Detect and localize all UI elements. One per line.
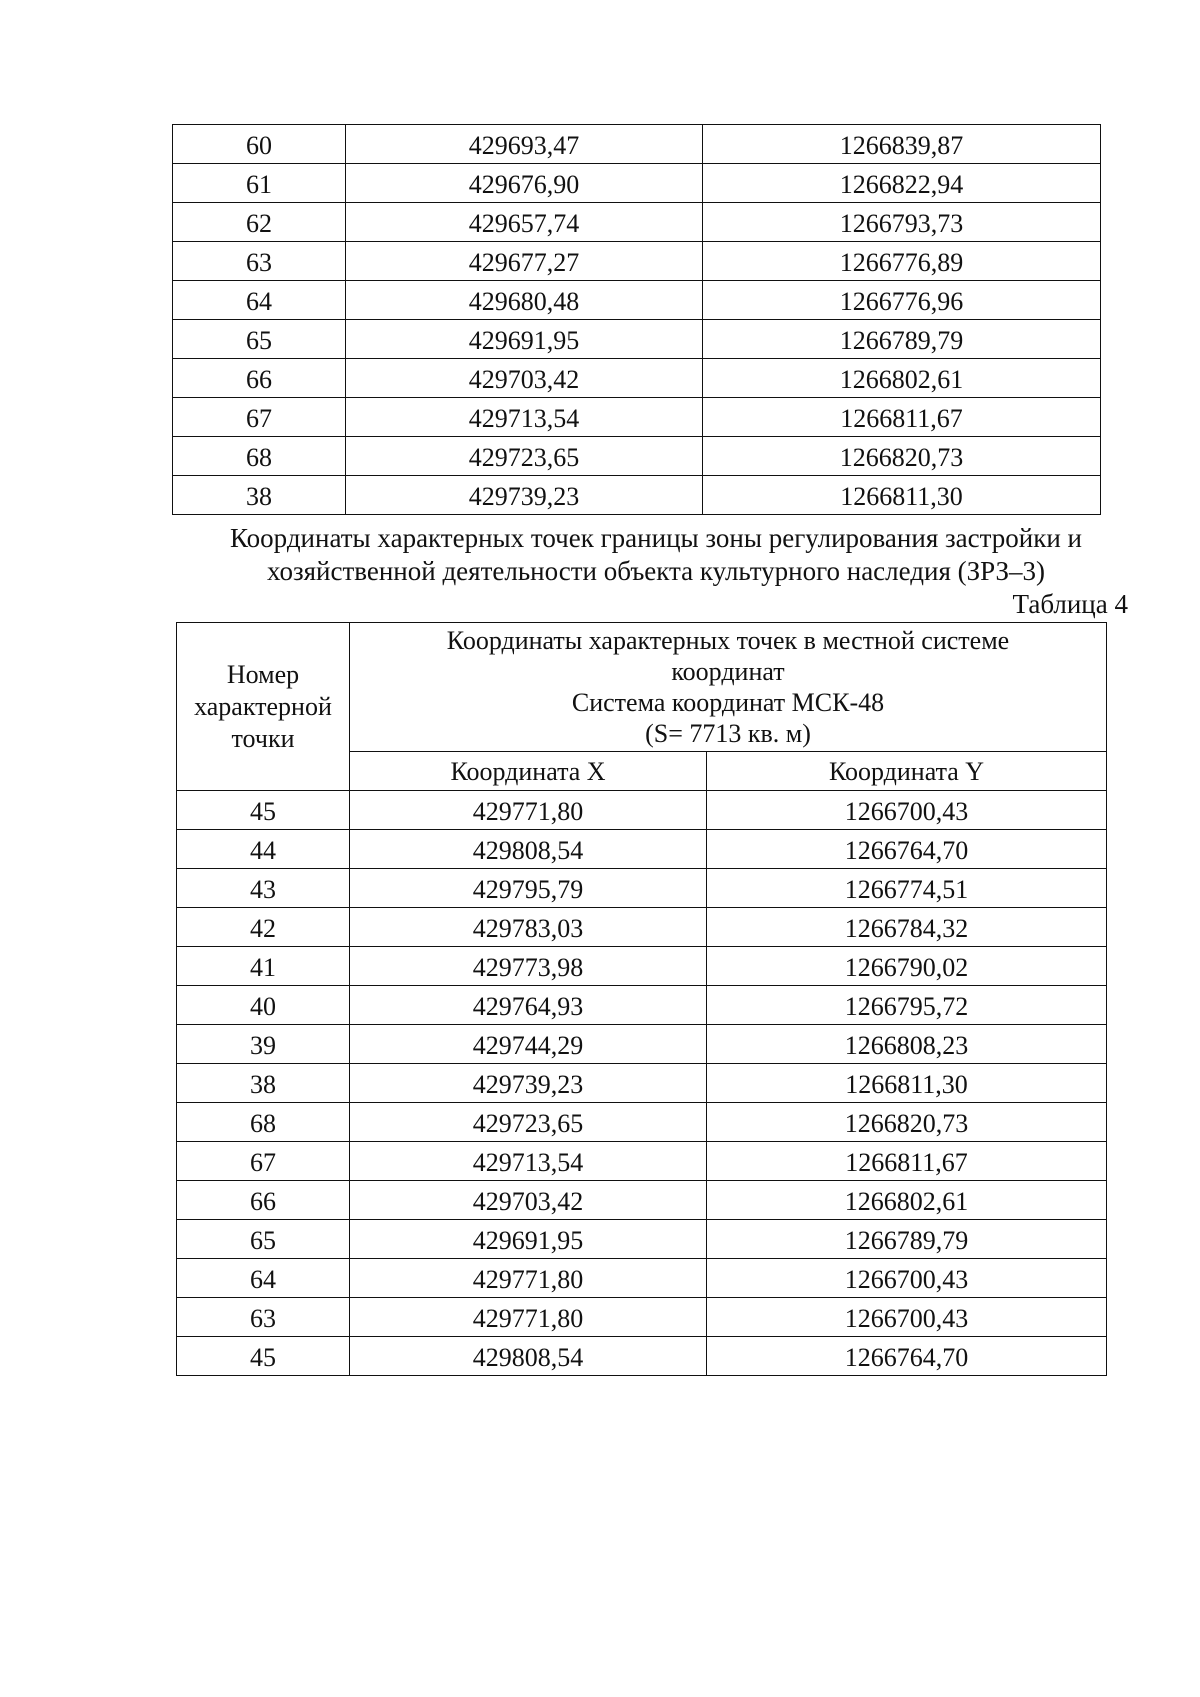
table-row	[177, 947, 1107, 986]
table-row	[177, 869, 1107, 908]
coordinate-y-cell: 1266789,79	[703, 320, 1101, 359]
coordinate-x-cell: 429657,74	[346, 203, 703, 242]
point-number-cell: 40	[177, 986, 350, 1025]
coordinate-y-cell: 1266764,70	[707, 1337, 1107, 1376]
table-row	[177, 1103, 1107, 1142]
coordinate-x-cell: 429693,47	[346, 125, 703, 164]
coordinate-y-cell: 1266802,61	[703, 359, 1101, 398]
coordinate-y-cell: 1266793,73	[703, 203, 1101, 242]
point-number-cell: 60	[173, 125, 346, 164]
table-row	[173, 437, 1101, 476]
coordinate-y-cell: 1266700,43	[707, 1259, 1107, 1298]
coordinate-y-cell: 1266700,43	[707, 791, 1107, 830]
point-number-cell: 68	[177, 1103, 350, 1142]
point-number-cell: 45	[177, 1337, 350, 1376]
header-point-number-line-2: характерной	[194, 691, 332, 721]
coordinate-y-cell: 1266700,43	[707, 1298, 1107, 1337]
header-coordinate-system-line-1: Координаты характерных точек в местной системе	[446, 625, 1010, 655]
point-number-cell: 68	[173, 437, 346, 476]
table-row	[173, 242, 1101, 281]
coordinate-x-cell: 429680,48	[346, 281, 703, 320]
table-row	[177, 1337, 1107, 1376]
coordinate-x-cell: 429691,95	[346, 320, 703, 359]
coordinate-x-cell: 429723,65	[350, 1103, 707, 1142]
point-number-cell: 44	[177, 830, 350, 869]
coordinate-x-cell: 429703,42	[350, 1181, 707, 1220]
point-number-cell: 64	[173, 281, 346, 320]
point-number-cell: 66	[177, 1181, 350, 1220]
caption-line-1: Координаты характерных точек границы зоны регулирования застройки и	[230, 523, 1082, 553]
table-row	[177, 1298, 1107, 1337]
point-number-cell: 41	[177, 947, 350, 986]
table-row	[177, 1220, 1107, 1259]
coordinate-y-cell: 1266808,23	[707, 1025, 1107, 1064]
coordinate-x-cell: 429713,54	[350, 1142, 707, 1181]
table-row	[177, 986, 1107, 1025]
caption-line-2: хозяйственной деятельности объекта культурного наследия (ЗРЗ–3)	[266, 556, 1046, 586]
table-row	[173, 359, 1101, 398]
table4-caption	[176, 522, 1136, 588]
table-4-coordinates	[176, 622, 1107, 1376]
coordinate-y-cell: 1266764,70	[707, 830, 1107, 869]
table-4-header	[177, 623, 1107, 791]
point-number-cell: 43	[177, 869, 350, 908]
point-number-cell: 65	[177, 1220, 350, 1259]
point-number-cell: 62	[173, 203, 346, 242]
coordinate-x-cell: 429677,27	[346, 242, 703, 281]
coordinate-x-cell: 429739,23	[346, 476, 703, 515]
coordinate-y-cell: 1266820,73	[703, 437, 1101, 476]
coordinate-y-cell: 1266790,02	[707, 947, 1107, 986]
coordinate-y-cell: 1266795,72	[707, 986, 1107, 1025]
coordinate-y-cell: 1266822,94	[703, 164, 1101, 203]
coordinate-x-cell: 429795,79	[350, 869, 707, 908]
coordinate-y-cell: 1266776,96	[703, 281, 1101, 320]
coordinate-y-cell: 1266820,73	[707, 1103, 1107, 1142]
coordinate-x-cell: 429771,80	[350, 1298, 707, 1337]
table-row	[177, 1181, 1107, 1220]
coordinate-x-cell: 429739,23	[350, 1064, 707, 1103]
point-number-cell: 38	[173, 476, 346, 515]
coordinate-x-cell: 429676,90	[346, 164, 703, 203]
header-coordinate-system	[350, 623, 1107, 752]
coordinate-x-cell: 429723,65	[346, 437, 703, 476]
header-point-number-line-3: точки	[231, 723, 295, 753]
coordinates-table-continuation	[172, 124, 1101, 515]
point-number-cell: 64	[177, 1259, 350, 1298]
coordinate-x-cell: 429771,80	[350, 1259, 707, 1298]
table-row	[177, 1025, 1107, 1064]
coordinate-x-cell: 429773,98	[350, 947, 707, 986]
point-number-cell: 39	[177, 1025, 350, 1064]
table-row	[173, 476, 1101, 515]
table-row	[177, 830, 1107, 869]
table-number-label: Таблица 4	[1012, 589, 1128, 619]
point-number-cell: 63	[177, 1298, 350, 1337]
table-row	[173, 320, 1101, 359]
header-coordinate-system-line-2: координат	[671, 656, 785, 686]
coordinate-x-cell: 429691,95	[350, 1220, 707, 1259]
table-row	[173, 164, 1101, 203]
header-coordinate-y: Координата Y	[707, 751, 1107, 790]
table-4-header-row-1	[177, 623, 1107, 752]
table-row	[173, 125, 1101, 164]
coordinate-y-cell: 1266811,67	[707, 1142, 1107, 1181]
table-row	[177, 908, 1107, 947]
table-row	[173, 203, 1101, 242]
coordinate-y-cell: 1266802,61	[707, 1181, 1107, 1220]
header-coordinate-system-line-3: Система координат МСК-48	[571, 687, 885, 717]
coordinate-y-cell: 1266811,30	[703, 476, 1101, 515]
coordinate-y-cell: 1266811,67	[703, 398, 1101, 437]
point-number-cell: 63	[173, 242, 346, 281]
point-number-cell: 66	[173, 359, 346, 398]
coordinate-x-cell: 429703,42	[346, 359, 703, 398]
coordinate-x-cell: 429783,03	[350, 908, 707, 947]
coordinate-x-cell: 429771,80	[350, 791, 707, 830]
coordinate-x-cell: 429744,29	[350, 1025, 707, 1064]
point-number-cell: 42	[177, 908, 350, 947]
coordinate-y-cell: 1266839,87	[703, 125, 1101, 164]
table-row	[177, 791, 1107, 830]
table-4-body	[177, 791, 1107, 1376]
coordinate-y-cell: 1266811,30	[707, 1064, 1107, 1103]
coordinate-y-cell: 1266784,32	[707, 908, 1107, 947]
point-number-cell: 67	[177, 1142, 350, 1181]
header-coordinate-system-line-4: (S= 7713 кв. м)	[645, 718, 811, 748]
coordinates-table-continuation-body	[173, 125, 1101, 515]
point-number-cell: 38	[177, 1064, 350, 1103]
header-point-number	[177, 623, 350, 791]
header-point-number-line-1: Номер	[226, 659, 300, 689]
table-row	[177, 1064, 1107, 1103]
table-row	[177, 1142, 1107, 1181]
coordinate-x-cell: 429713,54	[346, 398, 703, 437]
coordinate-y-cell: 1266774,51	[707, 869, 1107, 908]
point-number-cell: 65	[173, 320, 346, 359]
table-row	[177, 1259, 1107, 1298]
coordinate-x-cell: 429808,54	[350, 830, 707, 869]
point-number-cell: 45	[177, 791, 350, 830]
coordinate-x-cell: 429764,93	[350, 986, 707, 1025]
coordinate-x-cell: 429808,54	[350, 1337, 707, 1376]
coordinate-y-cell: 1266776,89	[703, 242, 1101, 281]
header-coordinate-x: Координата X	[350, 751, 707, 790]
table-row	[173, 281, 1101, 320]
coordinate-y-cell: 1266789,79	[707, 1220, 1107, 1259]
point-number-cell: 61	[173, 164, 346, 203]
table-row	[173, 398, 1101, 437]
point-number-cell: 67	[173, 398, 346, 437]
